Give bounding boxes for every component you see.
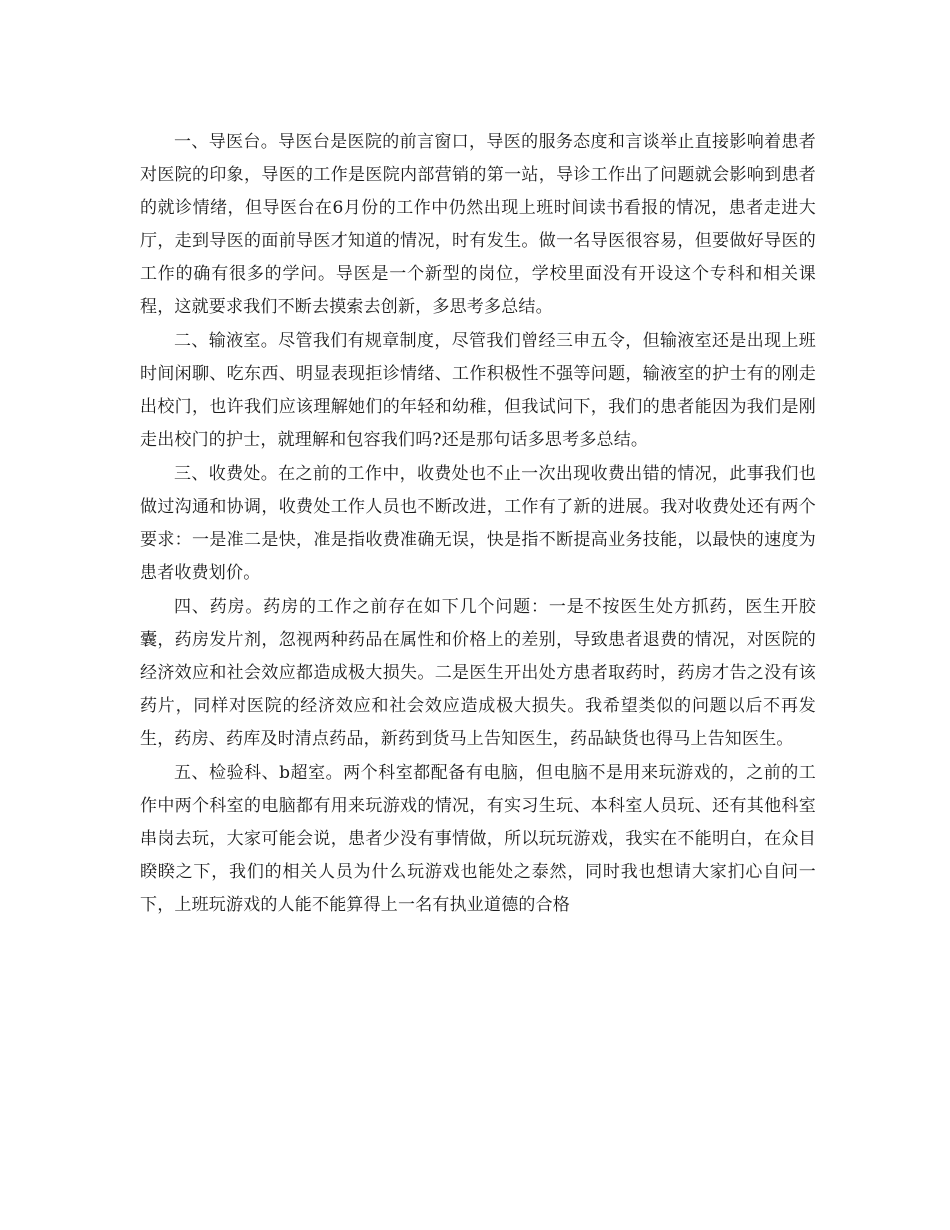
paragraph-cashier: 三、收费处。在之前的工作中，收费处也不止一次出现收费出错的情况，此事我们也做过沟通和协调，收费处工作人员也不断改进，工作有了新的进展。我对收费处还有两个要求：一是准二是快，准是指收费准确无误，快是指不断提高业务技能，以最快的速度为患者收费划价。 bbox=[140, 464, 816, 583]
paragraph-infusion-room: 二、输液室。尽管我们有规章制度，尽管我们曾经三申五令，但输液室还是出现上班时间闲聊、吃东西、明显表现拒诊情绪、工作积极性不强等问题，输液室的护士有的刚走出校门，也许我们应该理解她们的年轻和幼稚，但我试问下，我们的患者能因为我们是刚走出校门的护士，就理解和包容我们吗?还是那句话多思考多总结。 bbox=[140, 331, 816, 450]
document-body bbox=[140, 126, 816, 922]
paragraph-reception-desk: 一、导医台。导医台是医院的前言窗口，导医的服务态度和言谈举止直接影响着患者对医院的印象，导医的工作是医院内部营销的第一站，导诊工作出了问题就会影响到患者的就诊情绪，但导医台在6月份的工作中仍然出现上班时间读书看报的情况，患者走进大厅，走到导医的面前导医才知道的情况，时有发生。做一名导医很容易，但要做好导医的工作的确有很多的学问。导医是一个新型的岗位，学校里面没有开设这个专科和相关课程，这就要求我们不断去摸索去创新，多思考多总结。 bbox=[140, 132, 816, 317]
paragraph-lab-ultrasound: 五、检验科、b超室。两个科室都配备有电脑，但电脑不是用来玩游戏的，之前的工作中两个科室的电脑都有用来玩游戏的情况，有实习生玩、本科室人员玩、还有其他科室串岗去玩，大家可能会说，患者少没有事情做，所以玩玩游戏，我实在不能明白，在众目睽睽之下，我们的相关人员为什么玩游戏也能处之泰然，同时我也想请大家扪心自问一下，上班玩游戏的人能不能算得上一名有执业道德的合格 bbox=[140, 763, 816, 915]
paragraph-pharmacy: 四、药房。药房的工作之前存在如下几个问题：一是不按医生处方抓药，医生开胶囊，药房发片剂，忽视两种药品在属性和价格上的差别，导致患者退费的情况，对医院的经济效应和社会效应都造成极大损失。二是医生开出处方患者取药时，药房才告之没有该药片，同样对医院的经济效应和社会效应造成极大损失。我希望类似的问题以后不再发生，药房、药库及时清点药品，新药到货马上告知医生，药品缺货也得马上告知医生。 bbox=[140, 597, 816, 749]
